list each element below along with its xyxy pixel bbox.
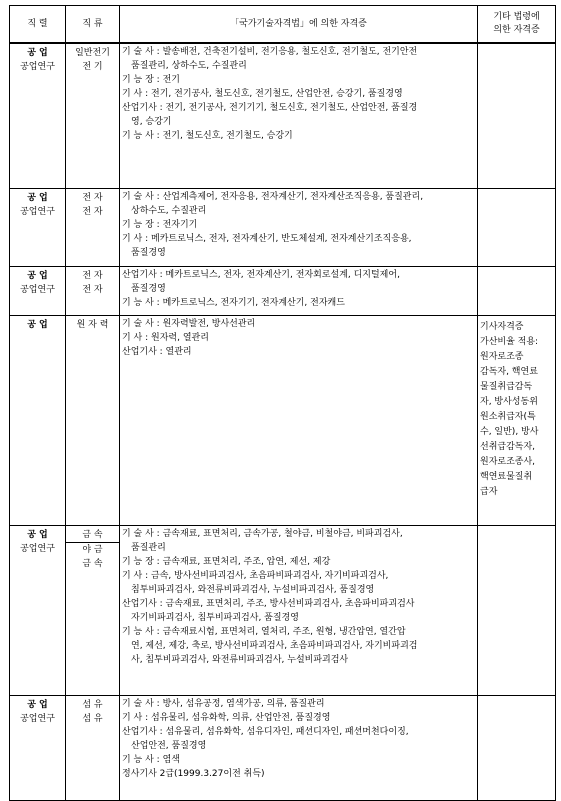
grade-label: 산업기사 : — [122, 598, 166, 609]
qualification-line — [122, 87, 475, 101]
field-cell — [66, 188, 120, 266]
rank-label: 공 업 — [27, 699, 48, 710]
qualification-text: 정사기사 2급(1999.3.27이전 취득) — [122, 768, 265, 779]
table-row — [10, 43, 556, 188]
qualification-line — [122, 653, 475, 667]
rank-label: 공 업 — [27, 270, 48, 281]
qualification-line — [122, 129, 475, 143]
qualification-text: 금속재료, 표면처리, 주조, 압연, 제선, 제강 — [162, 556, 331, 567]
qualification-line — [122, 639, 475, 653]
rank-label: 공 업 — [27, 529, 48, 540]
field-label: 금 속 — [82, 529, 103, 540]
field-cell — [66, 266, 120, 315]
rank-label: 공업연구 — [20, 543, 55, 554]
rank-label: 공업연구 — [20, 284, 55, 295]
grade-label: 기 사 : — [122, 332, 152, 343]
qualification-line — [122, 583, 475, 597]
rank-label: 공업연구 — [20, 62, 55, 72]
qualification-line — [122, 697, 475, 711]
grade-label: 산업기사 : — [122, 346, 166, 357]
qualification-line — [122, 725, 475, 739]
qualification-text: 금속재료, 표면처리, 금속가공, 철야금, 비철야금, 비파괴검사, — [162, 528, 403, 539]
field-label: 전 자 — [82, 284, 103, 295]
qualification-line — [122, 282, 475, 296]
qualification-cell — [120, 315, 478, 525]
table-row — [10, 525, 556, 695]
field-cell — [66, 525, 120, 695]
qualification-text: 메카트로닉스, 전자기기, 전자계산기, 전자캐드 — [162, 297, 345, 308]
grade-label: 기 술 사 : — [122, 698, 163, 709]
qualification-line — [122, 73, 475, 87]
other-law-cell: 기사자격증 가산비율 적용: 원자로조종 감독자, 핵연료 물질취급감독 자, 방사성동위 원소취급자(특 수, 일반), 방사 선취급감독자, 원자로조종사, 핵연료물질취 급자 — [478, 315, 556, 525]
field-label: 전 기 — [82, 62, 103, 72]
qualification-cell — [120, 188, 478, 266]
rank-cell — [10, 315, 66, 525]
qualification-text: 원자력, 열관리 — [151, 332, 209, 343]
qualification-text: 연, 제선, 제강, 축로, 방사선비파괴검사, 초음파비파괴검사, 자기비파괴검 — [131, 640, 418, 651]
other-law-cell — [478, 266, 556, 315]
qualification-text: 산업안전, 품질경영 — [131, 740, 207, 751]
qualification-text: 침투비파괴검사, 와전류비파괴검사, 누설비파괴검사, 품질경영 — [131, 584, 375, 595]
grade-label: 기 사 : — [122, 233, 152, 244]
qualification-line — [122, 625, 475, 639]
field-label: 전 자 — [82, 270, 103, 281]
qualification-line — [122, 331, 475, 345]
grade-label: 산업기사 : — [122, 726, 166, 737]
qualification-line — [122, 190, 475, 204]
qualification-text: 열관리 — [165, 346, 192, 357]
qualification-line — [122, 59, 475, 73]
qualification-line — [122, 541, 475, 555]
grade-label: 기 능 사 : — [122, 626, 163, 637]
grade-label: 기 술 사 : — [122, 47, 163, 57]
rank-label: 공 업 — [27, 48, 48, 58]
qualification-text: 품질관리 — [131, 542, 166, 553]
grade-label: 기 사 : — [122, 712, 152, 723]
grade-label: 기 능 사 : — [122, 131, 163, 141]
qualification-text: 섬유물리, 섬유화학, 섬유디자인, 패션디자인, 패션머천다이징, — [165, 726, 409, 737]
qualification-text: 전기, 전기공사, 전기기기, 철도신호, 전기철도, 산업안전, 품질경 — [165, 103, 418, 113]
other-law-cell — [478, 695, 556, 800]
qualification-line — [122, 45, 475, 59]
grade-label: 기 술 사 : — [122, 318, 163, 329]
qualification-line — [122, 555, 475, 569]
header-other-text: 기타 법령에 의한 자격증 — [493, 12, 540, 35]
qualification-text: 영, 승강기 — [131, 117, 172, 127]
qualification-cell — [120, 695, 478, 800]
qualification-line — [122, 711, 475, 725]
qualification-line — [122, 527, 475, 541]
field-cell — [66, 43, 120, 188]
table-row — [10, 266, 556, 315]
grade-label: 기 능 장 : — [122, 75, 163, 85]
qualification-line — [122, 739, 475, 753]
qualification-text: 금속재료, 표면처리, 주조, 방사선비파괴검사, 초음파비파괴검사 — [165, 598, 415, 609]
qualification-cell — [120, 266, 478, 315]
qualification-text: 전자기기 — [162, 219, 198, 230]
qualification-line — [122, 753, 475, 767]
qualification-text: 상하수도, 수질관리 — [131, 205, 207, 216]
qualification-line — [122, 767, 475, 781]
table-body — [10, 43, 556, 800]
qualification-line — [122, 115, 475, 129]
other-law-cell — [478, 43, 556, 188]
qualification-line — [122, 345, 475, 359]
qualification-text: 메카트로닉스, 전자, 전자계산기, 전자회로설계, 디지털제어, — [165, 269, 400, 280]
header-rank: 직 렬 — [10, 6, 66, 44]
field-cell — [66, 315, 120, 525]
qualification-text: 발송배전, 건축전기설비, 전기응용, 철도신호, 전기철도, 전기안전 — [162, 47, 418, 57]
grade-label: 기 사 : — [122, 89, 152, 99]
field-label: 야 금 — [66, 542, 119, 557]
qualification-text: 사, 침투비파괴검사, 와전류비파괴검사, 누설비파괴검사 — [131, 654, 349, 665]
qualification-text: 원자력발전, 방사선관리 — [162, 318, 256, 329]
rank-label: 공업연구 — [20, 206, 55, 217]
rank-label: 공업연구 — [20, 713, 55, 724]
qualification-table — [9, 5, 556, 801]
qualification-line — [122, 597, 475, 611]
table-row — [10, 315, 556, 525]
qualification-text: 자기비파괴검사, 침투비파괴검사, 품질경영 — [131, 612, 299, 623]
grade-label: 기 술 사 : — [122, 191, 163, 202]
qualification-text: 전기, 전기공사, 철도신호, 전기철도, 산업안전, 승강기, 품질경영 — [151, 89, 403, 99]
qualification-line — [122, 218, 475, 232]
field-label: 일반전기 — [75, 48, 110, 58]
qualification-text: 방사, 섬유공정, 염색가공, 의류, 품질관리 — [162, 698, 325, 709]
qualification-line — [122, 232, 475, 246]
qualification-text: 금속, 방사선비파괴검사, 초음파비파괴검사, 자기비파괴검사, — [151, 570, 389, 581]
field-label: 섬 유 — [82, 699, 103, 710]
grade-label: 기 능 장 : — [122, 219, 163, 230]
qualification-text: 섬유물리, 섬유화학, 의류, 산업안전, 품질경영 — [151, 712, 331, 723]
qualification-text: 품질관리, 상하수도, 수질관리 — [131, 61, 247, 71]
qualification-text: 전기 — [162, 75, 180, 85]
qualification-text: 산업계측제어, 전자응용, 전자계산기, 전자계산조직응용, 품질관리, — [162, 191, 424, 202]
field-label: 전 자 — [82, 192, 103, 203]
qualification-line — [122, 246, 475, 260]
other-law-cell — [478, 525, 556, 695]
qualification-text: 메카트로닉스, 전자, 전자계산기, 반도체설계, 전자계산기조직응용, — [151, 233, 412, 244]
other-law-cell — [478, 188, 556, 266]
field-label: 전 자 — [82, 206, 103, 217]
rank-cell — [10, 43, 66, 188]
header-other — [478, 6, 556, 44]
qualification-line — [122, 204, 475, 218]
grade-label: 기 사 : — [122, 570, 152, 581]
header-row — [10, 6, 556, 44]
grade-label: 기 술 사 : — [122, 528, 163, 539]
qualification-line — [122, 569, 475, 583]
qualification-text: 염색 — [162, 754, 180, 765]
rank-cell — [10, 525, 66, 695]
qualification-line — [122, 101, 475, 115]
header-field: 직 류 — [66, 6, 120, 44]
field-label: 원 자 력 — [76, 319, 109, 330]
qualification-text: 전기, 철도신호, 전기철도, 승강기 — [162, 131, 293, 141]
qualification-text: 품질경영 — [131, 247, 166, 258]
field-cell — [66, 695, 120, 800]
grade-label: 산업기사 : — [122, 103, 166, 113]
grade-label: 기 능 사 : — [122, 297, 163, 308]
qualification-line — [122, 611, 475, 625]
table-row — [10, 188, 556, 266]
field-label: 섬 유 — [82, 713, 103, 724]
grade-label: 기 능 사 : — [122, 754, 163, 765]
grade-label: 산업기사 : — [122, 269, 166, 280]
table-row — [10, 695, 556, 800]
rank-label: 공 업 — [27, 192, 48, 203]
field-label: 금 속 — [82, 558, 103, 569]
qualification-text: 금속재료시험, 표면처리, 열처리, 주조, 원형, 냉간압연, 열간압 — [162, 626, 406, 637]
qualification-text: 품질경영 — [131, 283, 166, 294]
rank-cell — [10, 266, 66, 315]
rank-label: 공 업 — [27, 319, 48, 330]
qualification-line — [122, 268, 475, 282]
rank-cell — [10, 188, 66, 266]
header-quals: 「국가기술자격법」에 의한 자격증 — [120, 6, 478, 44]
qualification-line — [122, 317, 475, 331]
qualification-cell — [120, 43, 478, 188]
qualification-line — [122, 296, 475, 310]
qualification-cell — [120, 525, 478, 695]
rank-cell — [10, 695, 66, 800]
grade-label: 기 능 장 : — [122, 556, 163, 567]
